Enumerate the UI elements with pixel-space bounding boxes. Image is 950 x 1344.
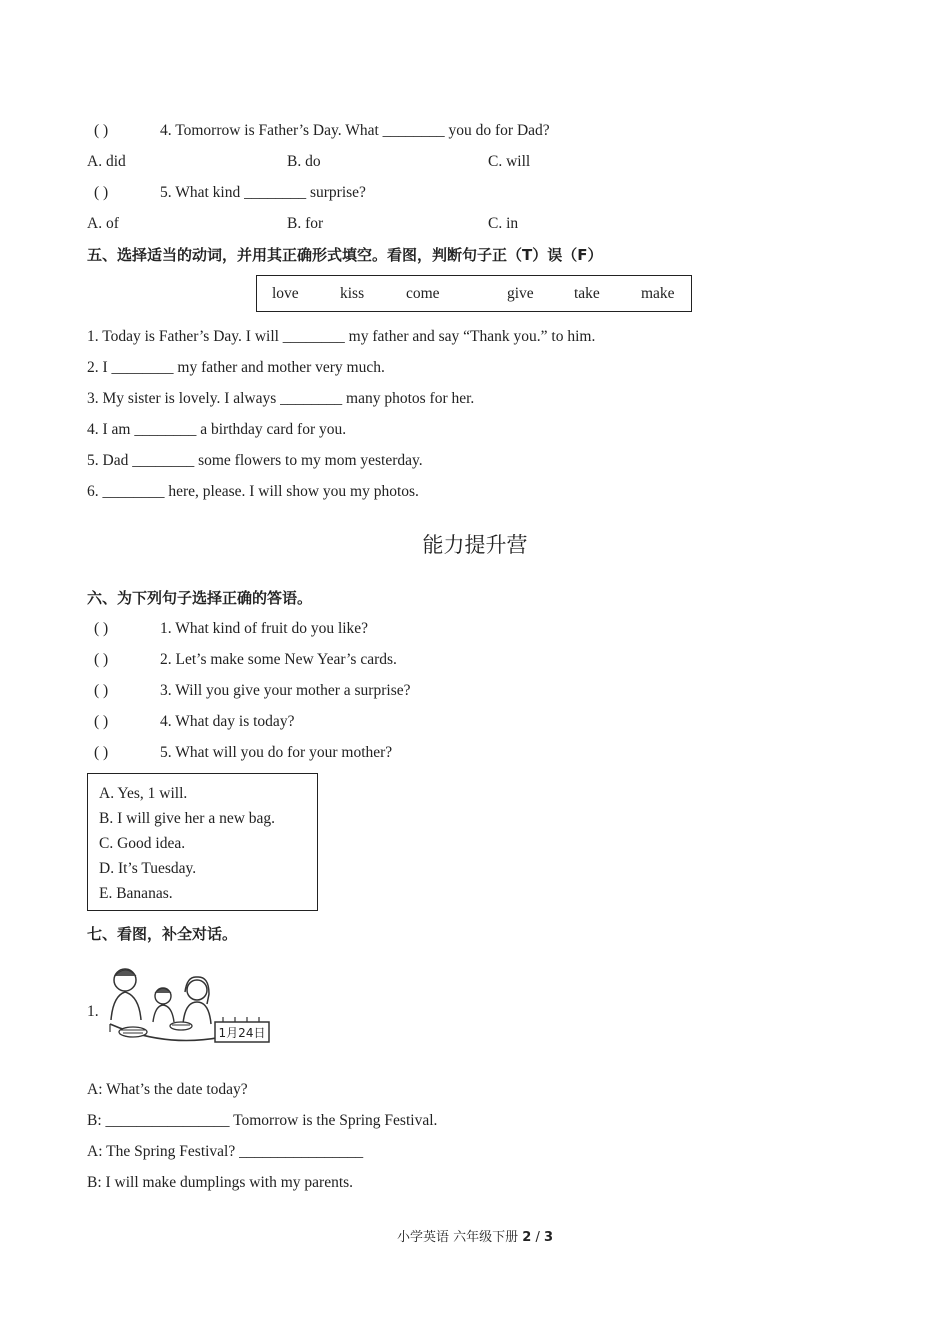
match-question-5 <box>94 743 392 763</box>
fill-sentence-5: 5. Dad ________ some flowers to my mom yesterday. <box>87 452 423 469</box>
answer-paren[interactable]: ( ) <box>94 713 109 730</box>
match-question-4 <box>94 712 294 732</box>
answer-option: C. Good idea. <box>99 835 186 852</box>
question-text: 5. What will you do for your mother? <box>160 744 393 761</box>
answer-paren[interactable]: ( ) <box>94 682 109 699</box>
verb-word: come <box>406 285 440 302</box>
section-title: 能力提升营 <box>422 533 528 557</box>
question-text: 3. Will you give your mother a surprise? <box>160 682 411 699</box>
section-6-heading: 六、为下列句子选择正确的答语。 <box>87 589 313 607</box>
footer-separator: / <box>535 1230 540 1245</box>
verb-word: love <box>272 285 299 302</box>
answer-option: D. It’s Tuesday. <box>99 860 197 877</box>
page-footer <box>0 1228 950 1248</box>
match-question-1 <box>94 619 368 639</box>
answer-paren[interactable]: ( ) <box>94 122 109 139</box>
answer-paren[interactable]: ( ) <box>94 744 109 761</box>
answer-paren[interactable]: ( ) <box>94 184 109 201</box>
fill-sentence-4: 4. I am ________ a birthday card for you. <box>87 421 347 438</box>
question-5-row <box>94 183 366 203</box>
dialogue-line-4: B: I will make dumplings with my parents. <box>87 1174 354 1191</box>
section-5-heading: 五、选择适当的动词，并用其正确形式填空。看图，判断句子正（T）误（F） <box>87 246 603 264</box>
verb-word: kiss <box>340 285 365 302</box>
dialogue-line-2: B: ________________ Tomorrow is the Spring Festival. <box>87 1112 438 1129</box>
question-text: 1. What kind of fruit do you like? <box>160 620 369 637</box>
footer-subject: 小学英语 六年级下册 <box>396 1230 519 1245</box>
verb-box <box>256 275 692 312</box>
footer-total-pages: 3 <box>543 1230 554 1245</box>
verb-word: give <box>507 285 534 302</box>
dialogue-line-3: A: The Spring Festival? ________________ <box>87 1143 364 1160</box>
match-question-2 <box>94 650 397 670</box>
q5-option-a: A. of <box>87 215 119 232</box>
fill-sentence-1: 1. Today is Father’s Day. I will ________ my father and say “Thank you.” to him. <box>87 328 596 345</box>
match-question-3 <box>94 681 410 701</box>
verb-word: make <box>641 285 675 302</box>
answer-paren[interactable]: ( ) <box>94 651 109 668</box>
section-7-heading: 七、看图，补全对话。 <box>87 925 238 943</box>
verb-word: take <box>574 285 600 302</box>
q4-option-c: C. will <box>488 153 531 170</box>
answer-option: B. I will give her a new bag. <box>99 810 276 827</box>
fill-sentence-3: 3. My sister is lovely. I always ________ many photos for her. <box>87 390 475 407</box>
answer-option: E. Bananas. <box>99 885 173 902</box>
q4-option-b: B. do <box>287 153 321 170</box>
question-5-text: 5. What kind ________ surprise? <box>160 184 366 201</box>
question-text: 4. What day is today? <box>160 713 295 730</box>
family-dinner-illustration <box>105 962 275 1057</box>
calendar-date: 1月24日 <box>218 1026 266 1040</box>
item-number: 1. <box>87 1003 99 1020</box>
answer-options-box <box>87 773 318 911</box>
answer-paren[interactable]: ( ) <box>94 620 109 637</box>
q5-option-c: C. in <box>488 215 519 232</box>
answer-option: A. Yes, 1 will. <box>99 785 188 802</box>
fill-sentence-6: 6. ________ here, please. I will show you my photos. <box>87 483 419 500</box>
q5-option-b: B. for <box>287 215 324 232</box>
footer-page-number: 2 <box>522 1230 532 1245</box>
question-4-row <box>94 121 550 141</box>
q4-option-a: A. did <box>87 153 126 170</box>
fill-sentence-2: 2. I ________ my father and mother very much. <box>87 359 385 376</box>
dialogue-line-1: A: What’s the date today? <box>87 1081 248 1098</box>
question-text: 2. Let’s make some New Year’s cards. <box>160 651 397 668</box>
question-4-text: 4. Tomorrow is Father’s Day. What ________ you do for Dad? <box>160 122 550 139</box>
